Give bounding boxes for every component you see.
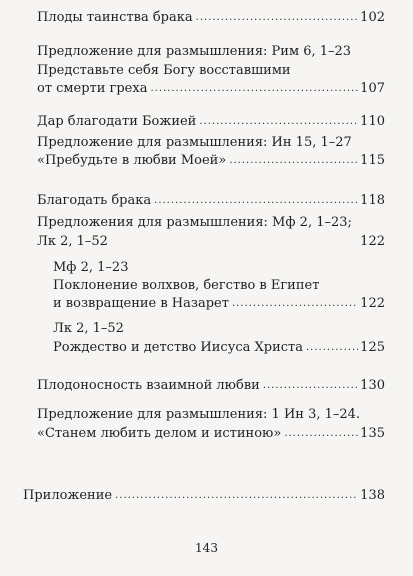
toc-entry [37,376,385,396]
toc-entry-title: Предложение для размышления: 1 Ин 3, 1–24. [37,407,361,422]
toc-entry-title: Приложение [23,488,113,503]
toc-entry [37,8,385,28]
leader-dots [284,424,358,444]
toc-entry [37,151,385,171]
toc-page-number: 130 [360,378,385,393]
toc-entry-title: Рождество и детство Иисуса Христа [53,340,303,355]
toc-entry-title: Лк 2, 1–52 [37,234,108,249]
toc-page-number: 118 [360,193,385,208]
toc-entry-title: Поклонение волхвов, бегство в Египет [53,278,320,293]
toc-entry-title: Предложение для размышления: Рим 6, 1–23 [37,44,352,59]
toc-entry-title: Плоды таинства брака [37,10,193,25]
page-number: 143 [195,541,218,555]
toc-entry-title: Дар благодати Божией [37,114,197,129]
leader-dots [263,376,358,396]
toc-entry-title: и возвращение в Назарет [53,296,229,311]
leader-dots [229,151,358,171]
leader-dots [115,486,358,506]
toc-entry-title: Плодоносность взаимной любви [37,378,260,393]
toc-entry-title: Лк 2, 1–52 [53,321,124,336]
toc-entry [37,232,385,252]
leader-dots [232,294,358,314]
leader-dots [199,112,358,132]
toc-page-number: 138 [360,488,385,503]
leader-dots [306,338,358,358]
toc-entry [37,424,385,444]
toc-entry [37,79,385,99]
toc-entry-title: от смерти греха [37,81,148,96]
toc-page-number: 110 [360,114,385,129]
toc-page-number: 115 [360,153,385,168]
toc-page-number: 107 [360,81,385,96]
toc-entry [37,112,385,132]
toc-page-number: 135 [360,426,385,441]
toc-entry-title: «Пребудьте в любви Моей» [37,153,227,168]
toc-entry [53,338,385,358]
leader-dots [196,8,359,28]
toc-page-number: 122 [360,234,385,249]
toc-entry-title: Благодать брака [37,193,152,208]
toc-entry-title: Предложения для размышления: Мф 2, 1–23; [37,215,352,230]
toc-entry [53,294,385,314]
toc-entry [23,486,385,506]
toc-page-number: 125 [360,340,385,355]
toc-page-number: 122 [360,296,385,311]
toc-entry-title: «Станем любить делом и истиною» [37,426,282,441]
toc-page-number: 102 [360,10,385,25]
leader-dots [154,191,358,211]
leader-dots [150,79,358,99]
toc-entry-title: Предложение для размышления: Ин 15, 1–27 [37,135,352,150]
toc-entry [37,191,385,211]
toc-entry-title: Представьте себя Богу восставшими [37,63,291,78]
toc-entry-title: Мф 2, 1–23 [53,260,129,275]
